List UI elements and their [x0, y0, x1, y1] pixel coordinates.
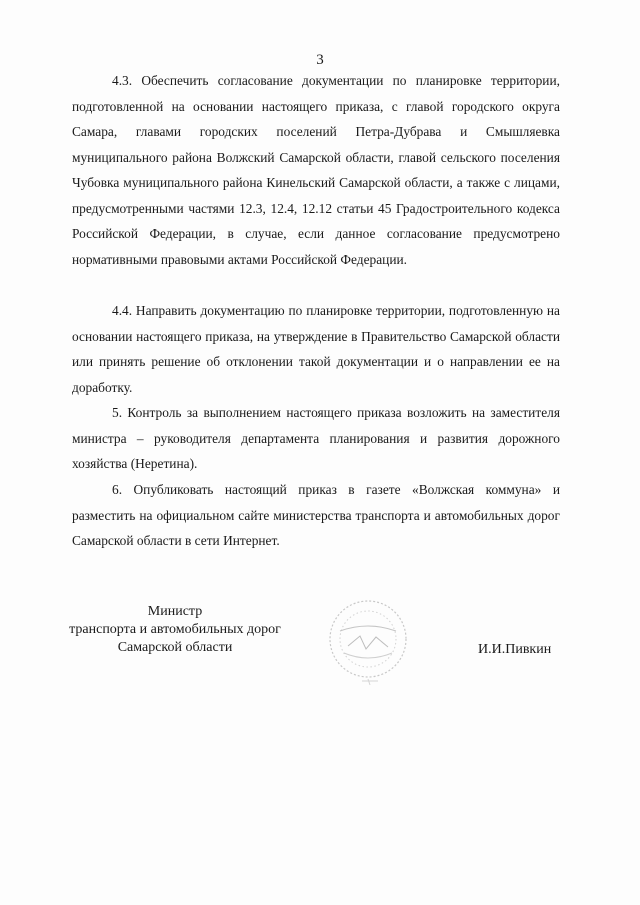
signer-position	[50, 603, 300, 657]
paragraph-4-4: 4.4. Направить документацию по планировке территории, подготовленную на основании настоящего приказа, на утверждение в Правительство Самарской области или принять решение об отклонении такой документации и о направлении ее на доработку.	[72, 303, 560, 395]
paragraph-6: 6. Опубликовать настоящий приказ в газете «Волжская коммуна» и разместить на официальном сайте министерства транспорта и автомобильных дорог Самарской области в сети Интернет.	[72, 482, 560, 548]
stamp-icon	[318, 591, 418, 691]
signer-position-line: Самарской области	[117, 640, 233, 655]
signer-name: И.И.Пивкин	[478, 642, 552, 657]
page-number: 3	[316, 52, 324, 68]
signature-block	[0, 603, 640, 723]
signer-position-line: транспорта и автомобильных дорог	[69, 622, 281, 637]
signer-position-line: Министр	[147, 604, 203, 619]
paragraph-5: 5. Контроль за выполнением настоящего приказа возложить на заместителя министра – руководителя департамента планирования и развития дорожного хозяйства (Неретина).	[72, 405, 560, 471]
paragraph-4-3: 4.3. Обеспечить согласование документации по планировке территории, подготовленной на основании настоящего приказа, с главой городского округа Самара, главами городских поселений Петра-Дубрава и Смышляевка муниципального района Волжский Самарской области, главой сельского поселения Чубовка муниципального района Кинельский Самарской области, а также с лицами, предусмотренными частями 12.3, 12.4, 12.12 статьи 45 Градостроительного кодекса Российской Федерации, в случае, если данное согласование предусмотрено нормативными правовыми актами Российской Федерации.	[72, 73, 560, 267]
